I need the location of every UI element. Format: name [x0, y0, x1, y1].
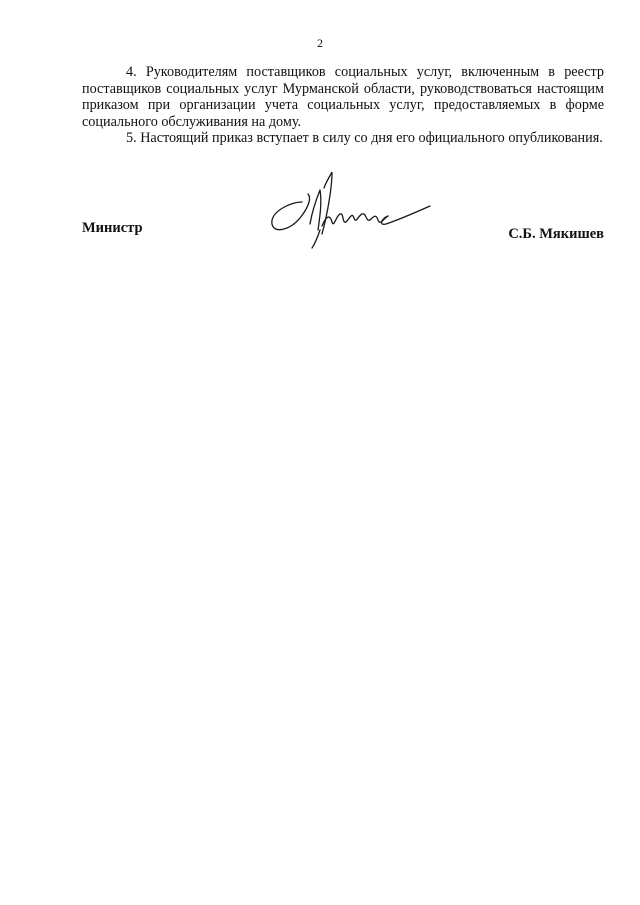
paragraph-5: 5. Настоящий приказ вступает в силу со дня его официального опубликования.: [126, 130, 603, 146]
signatory-title: Министр: [82, 220, 143, 236]
handwritten-signature: [262, 172, 432, 250]
page-number: 2: [317, 36, 323, 50]
signature-block: [82, 172, 604, 252]
document-body: [82, 64, 604, 147]
paragraph-4: 4. Руководителям поставщиков социальных услуг, включенным в реестр поставщиков социальных услуг Мурманской области, руководствоваться настоящим приказом при организации учета социальных услуг, предоставляемых в форме социального обслуживания на дому.: [82, 64, 604, 130]
signatory-name: С.Б. Мякишев: [508, 226, 604, 242]
